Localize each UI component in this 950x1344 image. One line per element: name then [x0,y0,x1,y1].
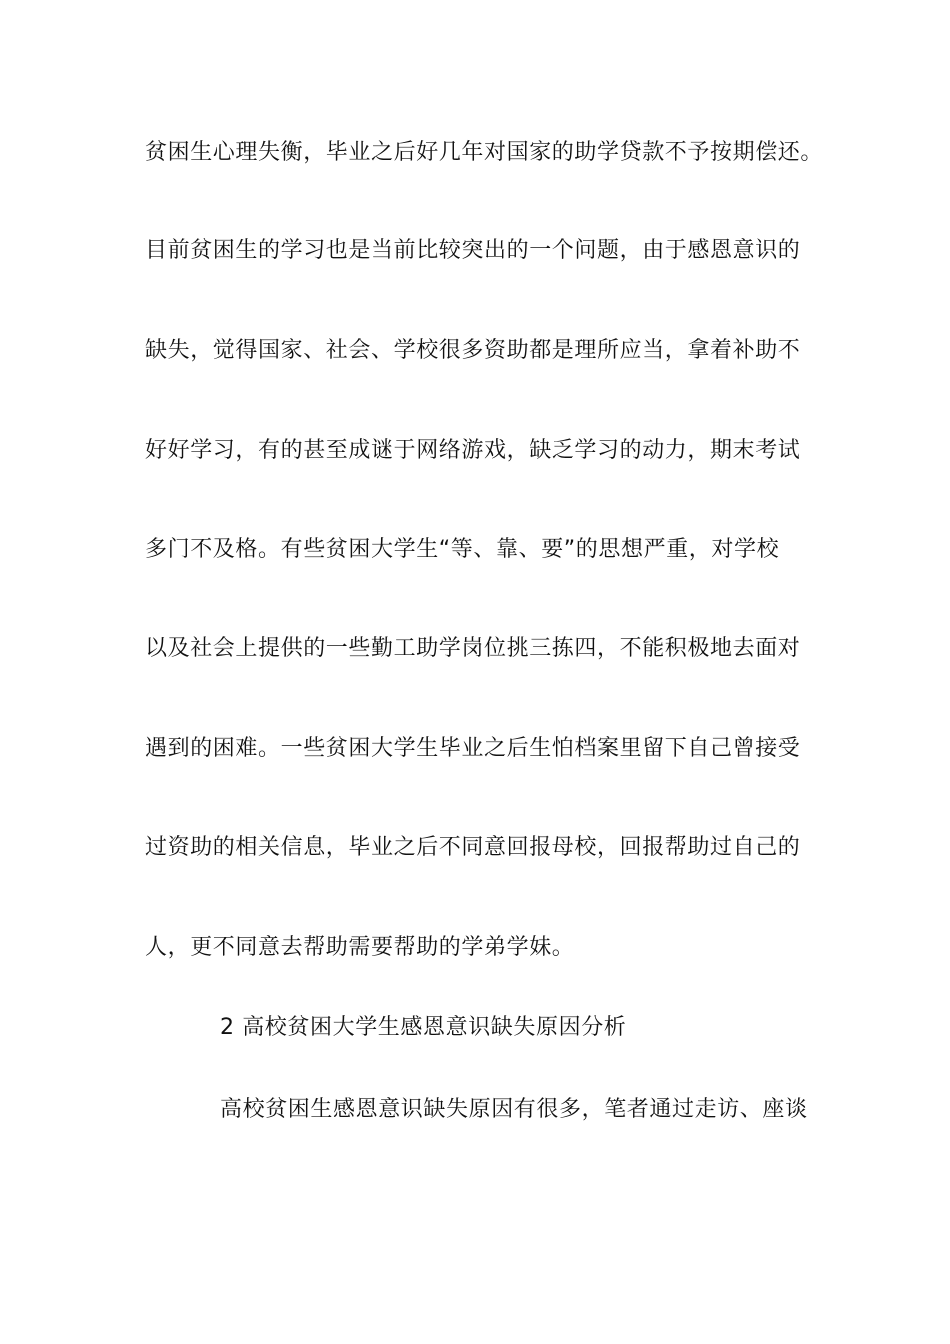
paragraph-line: 目前贫困生的学习也是当前比较突出的一个问题，由于感恩意识的 [145,238,801,263]
section-paragraph-line: 高校贫困生感恩意识缺失原因有很多，笔者通过走访、座谈 [220,1097,808,1122]
paragraph-line: 遇到的困难。一些贫困大学生毕业之后生怕档案里留下自己曾接受 [145,736,801,761]
paragraph-line: 以及社会上提供的一些勤工助学岗位挑三拣四，不能积极地去面对 [145,636,801,661]
paragraph-line: 多门不及格。有些贫困大学生“等、靠、要”的思想严重，对学校 [145,537,780,562]
paragraph-line: 缺失，觉得国家、社会、学校很多资助都是理所应当，拿着补助不 [145,338,801,363]
paragraph-line: 人，更不同意去帮助需要帮助的学弟学妹。 [145,935,575,960]
paragraph-line: 贫困生心理失衡，毕业之后好几年对国家的助学贷款不予按期偿还。 [145,140,824,165]
paragraph-line: 好好学习，有的甚至成谜于网络游戏，缺乏学习的动力，期末考试 [145,438,801,463]
paragraph-line: 过资助的相关信息，毕业之后不同意回报母校，回报帮助过自己的 [145,835,801,860]
section-heading: 2 高校贫困大学生感恩意识缺失原因分析 [220,1015,627,1040]
